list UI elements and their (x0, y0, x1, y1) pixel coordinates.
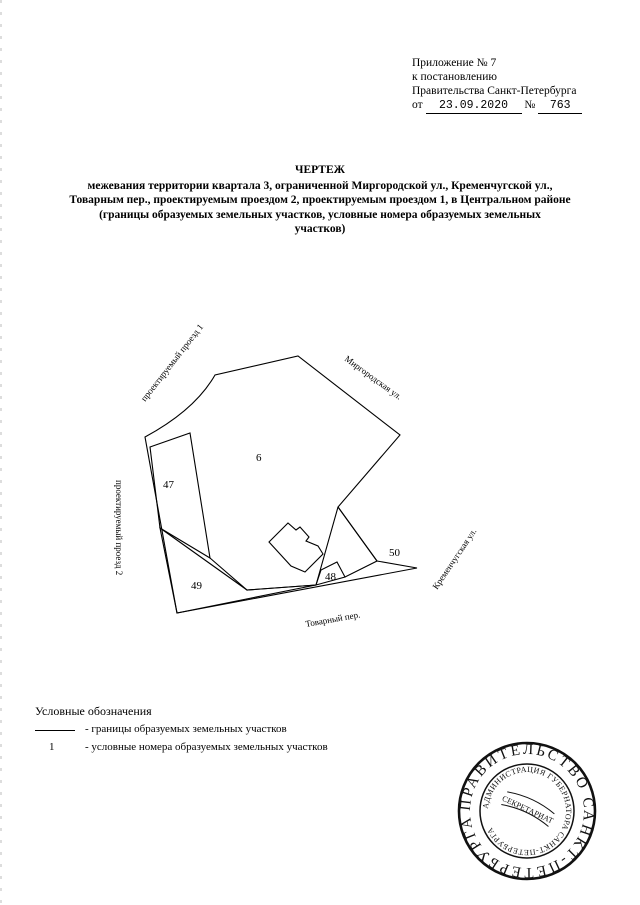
legend-number-row (35, 741, 435, 757)
label-tovarny: Товарный пер. (304, 609, 361, 629)
legend-title: Условные обозначения (35, 704, 152, 718)
decree-line: к постановлению (412, 71, 497, 83)
parcel-number-49: 49 (191, 580, 202, 592)
label-proezd-2: проектируемый проезд 2 (114, 480, 124, 576)
parcel-number-6: 6 (256, 452, 262, 464)
government-line: Правительства Санкт-Петербурга (412, 85, 577, 97)
parcel-number-47: 47 (163, 479, 174, 491)
boundary-line-sample (35, 730, 75, 731)
title-line-2: Товарным пер., проектируемым проездом 2, проектируемым проездом 1, в Центральном районе (69, 194, 571, 206)
stamp-outer-text: ПРАВИТЕЛЬСТВО САНКТ-ПЕТЕРБУРГА (457, 741, 597, 881)
parcel-47-boundary (150, 433, 210, 558)
parcel-number-50: 50 (389, 547, 400, 559)
label-mirgorodskaya: Миргородская ул. (342, 353, 404, 402)
stamp-inner-text: АДМИНИСТРАЦИЯ ГУБЕРНАТОРА САНКТ-ПЕТЕРБУРГА (480, 764, 574, 858)
label-proezd-1: проектируемый проезд 1 (138, 322, 206, 404)
legend-boundary-text: - границы образуемых земельных участков (85, 723, 287, 735)
date-prefix: от (412, 99, 423, 111)
title-line-3: (границы образуемых земельных участков, условные номера образуемых земельных (99, 208, 541, 221)
decree-number: 763 (538, 99, 582, 114)
official-stamp (458, 742, 597, 880)
parcel-50-boundary (338, 507, 377, 577)
title-line-4: участков) (294, 223, 346, 235)
number-prefix: № (524, 99, 536, 111)
appendix-line: Приложение № 7 (412, 57, 497, 69)
stamp-center-text: СЕКРЕТАРИАТ (500, 793, 555, 826)
legend-boundary-row (35, 723, 435, 739)
label-kremenchugskaya: Кременчугская ул. (430, 526, 479, 592)
quarter-boundary (145, 353, 417, 613)
parcel-49-boundary (160, 528, 316, 613)
decree-date: 23.09.2020 (426, 99, 522, 114)
parcel-number-48: 48 (325, 571, 336, 583)
number-sample: 1 (49, 741, 55, 753)
title-heading: ЧЕРТЕЖ (295, 164, 345, 176)
building-outline (269, 523, 323, 572)
legend-number-text: - условные номера образуемых земельных участков (85, 741, 328, 753)
title-line-1: межевания территории квартала 3, ограниченной Миргородской ул., Кременчугской ул., (87, 179, 553, 192)
